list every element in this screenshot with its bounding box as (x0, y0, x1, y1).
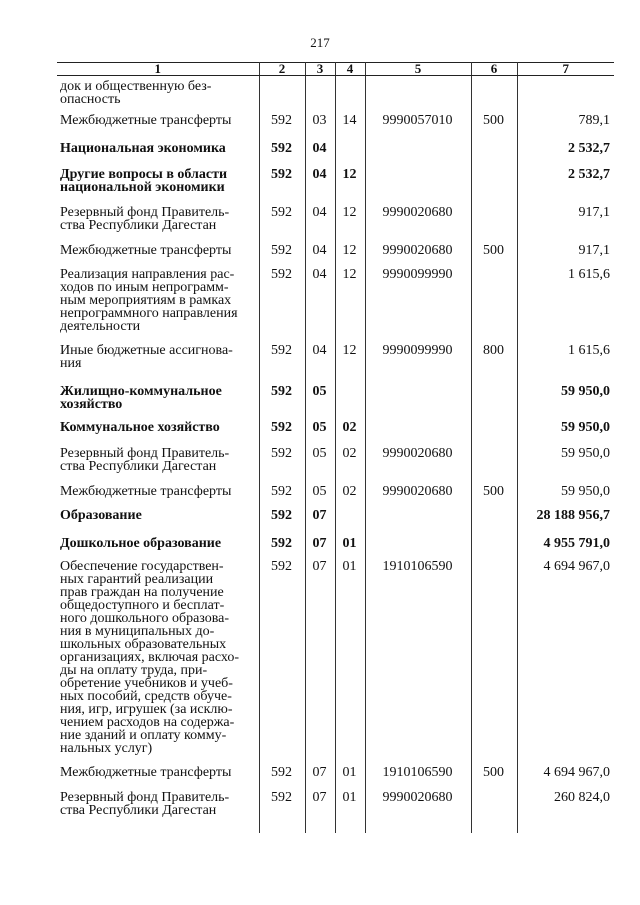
row-amount: 59 950,0 (517, 421, 614, 447)
row-subsection-code (335, 76, 365, 115)
row-amount (517, 76, 614, 115)
row-expense-type (471, 206, 517, 244)
row-target-article (365, 537, 471, 560)
row-target-article: 9990057010 (365, 114, 471, 142)
row-ministry-code (259, 76, 305, 115)
row-target-article: 9990020680 (365, 206, 471, 244)
column-header-7: 7 (517, 63, 614, 76)
row-name: Резервный фонд Правитель- ства Республики Дагестан (57, 447, 259, 485)
column-header-3: 3 (305, 63, 335, 76)
row-subsection-code (335, 385, 365, 421)
row-target-article (365, 168, 471, 206)
row-name: Межбюджетные трансферты (57, 114, 259, 142)
table-row (57, 268, 614, 344)
row-name: Резервный фонд Правитель- ства Республики Дагестан (57, 206, 259, 244)
row-subsection-code: 02 (335, 447, 365, 485)
row-target-article (365, 509, 471, 537)
row-name: Коммунальное хозяйство (57, 421, 259, 447)
table-header-row (57, 63, 614, 76)
table-row (57, 791, 614, 833)
table-row (57, 244, 614, 268)
row-subsection-code: 01 (335, 791, 365, 833)
table-row (57, 114, 614, 142)
row-expense-type (471, 421, 517, 447)
row-amount: 917,1 (517, 244, 614, 268)
row-target-article: 9990020680 (365, 485, 471, 509)
row-ministry-code: 592 (259, 385, 305, 421)
column-header-1: 1 (57, 63, 259, 76)
row-expense-type (471, 142, 517, 168)
table-row (57, 766, 614, 791)
row-target-article: 1910106590 (365, 766, 471, 791)
column-header-5: 5 (365, 63, 471, 76)
row-section-code: 07 (305, 791, 335, 833)
row-expense-type: 500 (471, 766, 517, 791)
row-amount: 59 950,0 (517, 385, 614, 421)
row-subsection-code: 12 (335, 168, 365, 206)
row-section-code (305, 76, 335, 115)
row-expense-type (471, 447, 517, 485)
row-name: Реализация направления рас- ходов по иным непрограмм- ным мероприятиям в рамках непрограммного направления деятельности (57, 268, 259, 344)
table-body (57, 76, 614, 834)
row-target-article: 9990020680 (365, 791, 471, 833)
row-subsection-code: 14 (335, 114, 365, 142)
row-subsection-code (335, 142, 365, 168)
row-subsection-code: 12 (335, 244, 365, 268)
row-ministry-code: 592 (259, 244, 305, 268)
row-section-code: 04 (305, 142, 335, 168)
row-ministry-code: 592 (259, 168, 305, 206)
row-section-code: 04 (305, 206, 335, 244)
page-number: 217 (310, 35, 330, 50)
column-header-2: 2 (259, 63, 305, 76)
row-expense-type: 500 (471, 485, 517, 509)
row-ministry-code: 592 (259, 791, 305, 833)
row-section-code: 05 (305, 447, 335, 485)
row-amount: 4 694 967,0 (517, 560, 614, 766)
row-name: Другие вопросы в области национальной экономики (57, 168, 259, 206)
row-amount: 1 615,6 (517, 344, 614, 385)
row-amount: 59 950,0 (517, 447, 614, 485)
table-row (57, 485, 614, 509)
row-target-article: 9990020680 (365, 447, 471, 485)
row-expense-type (471, 385, 517, 421)
table-row (57, 537, 614, 560)
row-name: Иные бюджетные ассигнова- ния (57, 344, 259, 385)
row-subsection-code: 02 (335, 421, 365, 447)
row-target-article (365, 421, 471, 447)
table-row (57, 385, 614, 421)
budget-table (57, 62, 614, 833)
row-section-code: 05 (305, 421, 335, 447)
row-amount: 2 532,7 (517, 142, 614, 168)
row-section-code: 04 (305, 244, 335, 268)
row-name: Дошкольное образование (57, 537, 259, 560)
table-row (57, 509, 614, 537)
row-subsection-code: 12 (335, 344, 365, 385)
table-row (57, 76, 614, 115)
row-expense-type: 500 (471, 244, 517, 268)
row-target-article: 9990020680 (365, 244, 471, 268)
row-expense-type (471, 560, 517, 766)
row-subsection-code: 12 (335, 206, 365, 244)
row-section-code: 04 (305, 268, 335, 344)
table-row (57, 206, 614, 244)
row-amount: 4 955 791,0 (517, 537, 614, 560)
row-section-code: 05 (305, 485, 335, 509)
row-section-code: 04 (305, 344, 335, 385)
row-target-article (365, 385, 471, 421)
row-expense-type: 800 (471, 344, 517, 385)
table-row (57, 142, 614, 168)
row-amount: 28 188 956,7 (517, 509, 614, 537)
table-row (57, 344, 614, 385)
row-ministry-code: 592 (259, 485, 305, 509)
row-expense-type (471, 791, 517, 833)
row-subsection-code: 01 (335, 537, 365, 560)
row-section-code: 07 (305, 537, 335, 560)
row-ministry-code: 592 (259, 447, 305, 485)
row-name: Межбюджетные трансферты (57, 485, 259, 509)
column-header-6: 6 (471, 63, 517, 76)
row-section-code: 07 (305, 560, 335, 766)
row-ministry-code: 592 (259, 766, 305, 791)
row-subsection-code: 02 (335, 485, 365, 509)
row-ministry-code: 592 (259, 142, 305, 168)
row-amount: 260 824,0 (517, 791, 614, 833)
row-name: Резервный фонд Правитель- ства Республики Дагестан (57, 791, 259, 833)
row-expense-type (471, 168, 517, 206)
row-subsection-code: 01 (335, 560, 365, 766)
row-ministry-code: 592 (259, 268, 305, 344)
row-amount: 1 615,6 (517, 268, 614, 344)
row-expense-type (471, 509, 517, 537)
table-row (57, 168, 614, 206)
row-subsection-code (335, 509, 365, 537)
row-amount: 789,1 (517, 114, 614, 142)
row-name: Национальная экономика (57, 142, 259, 168)
row-expense-type (471, 268, 517, 344)
row-ministry-code: 592 (259, 344, 305, 385)
row-ministry-code: 592 (259, 537, 305, 560)
row-amount: 2 532,7 (517, 168, 614, 206)
row-expense-type: 500 (471, 114, 517, 142)
row-expense-type (471, 76, 517, 115)
row-name: Обеспечение государствен- ных гарантий реализации прав граждан на получение общедоступного и бесплат- ного дошкольного образова- ния в муниципальных до- школьных образовательных организациях, включая расхо- ды на оплату труда, при- обретение учебников и учеб- ных пособий, средств обуче- ния, игр, игрушек (за исклю- чением расходов на содержа- ние зданий и оплату комму- нальных услуг) (57, 560, 259, 766)
row-section-code: 04 (305, 168, 335, 206)
row-name: док и общественную без- опасность (57, 76, 259, 115)
table-row (57, 447, 614, 485)
row-expense-type (471, 537, 517, 560)
row-ministry-code: 592 (259, 421, 305, 447)
column-header-4: 4 (335, 63, 365, 76)
row-section-code: 05 (305, 385, 335, 421)
row-target-article (365, 142, 471, 168)
row-section-code: 03 (305, 114, 335, 142)
row-amount: 917,1 (517, 206, 614, 244)
row-ministry-code: 592 (259, 114, 305, 142)
row-section-code: 07 (305, 766, 335, 791)
row-subsection-code: 01 (335, 766, 365, 791)
table-row (57, 560, 614, 766)
row-ministry-code: 592 (259, 560, 305, 766)
row-ministry-code: 592 (259, 509, 305, 537)
row-subsection-code: 12 (335, 268, 365, 344)
row-target-article: 9990099990 (365, 268, 471, 344)
row-name: Межбюджетные трансферты (57, 244, 259, 268)
row-target-article: 9990099990 (365, 344, 471, 385)
table-row (57, 421, 614, 447)
row-ministry-code: 592 (259, 206, 305, 244)
row-name: Межбюджетные трансферты (57, 766, 259, 791)
row-amount: 4 694 967,0 (517, 766, 614, 791)
row-target-article: 1910106590 (365, 560, 471, 766)
row-section-code: 07 (305, 509, 335, 537)
row-amount: 59 950,0 (517, 485, 614, 509)
row-name: Образование (57, 509, 259, 537)
row-name: Жилищно-коммунальное хозяйство (57, 385, 259, 421)
row-target-article (365, 76, 471, 115)
